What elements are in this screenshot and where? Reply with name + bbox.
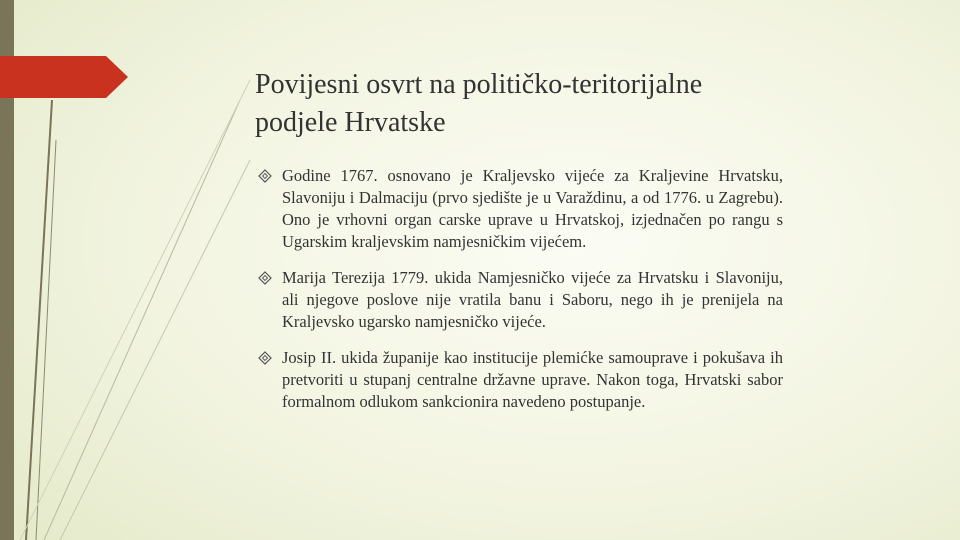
bullet-text-1: Godine 1767. osnovano je Kraljevsko vijeće za Kraljevine Hrvatsku, Slavoniju i Dalmaciju (prvo sjedište je u Varaždinu, a od 1776. u Zagrebu). Ono je vrhovni organ carske uprave u Hrvatskoj, izjednačen po rangu s Ugarskim kraljevskim namjesničkim vijećem. — [282, 166, 783, 251]
bullet-item-3 — [258, 347, 783, 413]
bullet-item-1 — [258, 165, 783, 253]
bullet-text-3: Josip II. ukida županije kao institucije plemićke samouprave i pokušava ih pretvoriti u stupanj centralne državne uprave. Nakon toga, Hrvatski sabor formalnom odlukom sankcionira navedeno postupanje. — [282, 348, 783, 411]
red-accent-tab — [0, 56, 130, 98]
slide-title: Povijesni osvrt na političko-teritorijalne podjele Hrvatske — [255, 69, 703, 138]
diamond-bullet-icon — [258, 351, 272, 365]
bullet-text-2: Marija Terezija 1779. ukida Namjesničko vijeće za Hrvatsku i Slavoniju, ali njegove poslove nije vratila banu i Saboru, nego ih je prenijela na Kraljevsko ugarsko namjesničko vijeće. — [282, 268, 783, 331]
diamond-bullet-icon — [258, 271, 272, 285]
bullet-list — [258, 165, 783, 427]
bullet-item-2 — [258, 267, 783, 333]
diamond-bullet-icon — [258, 169, 272, 183]
